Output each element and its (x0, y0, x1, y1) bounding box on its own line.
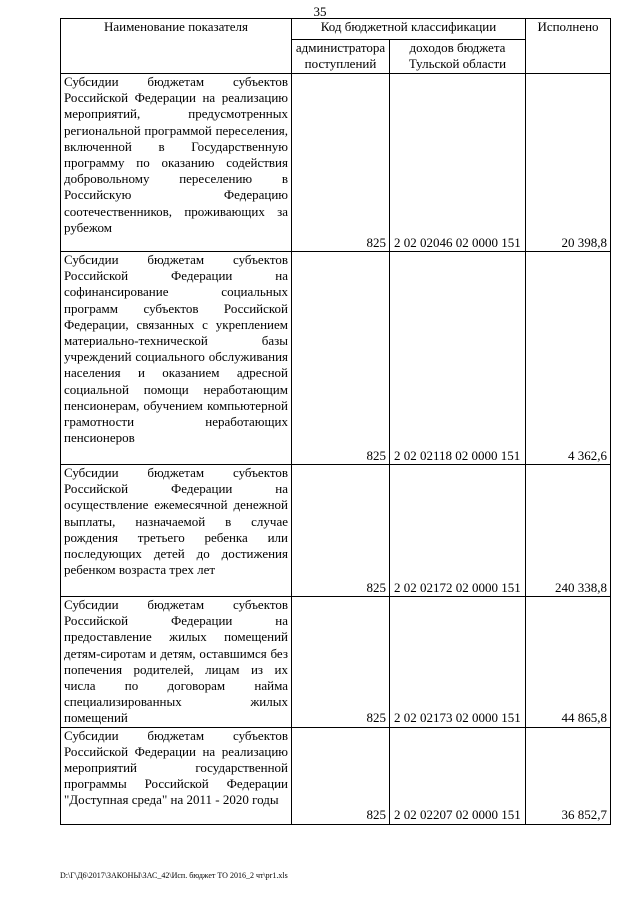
row-name: Субсидии бюджетам субъектов Российской Федерации на осуществление ежемесячной денежной выплаты, назначаемой в случае рождения третьего ребенка или последующих детей до достижения ребенком возраста трех лет (61, 465, 292, 597)
budget-table (60, 18, 611, 825)
file-path: D:\Г\Д6\2017\ЗАКОНЫ\ЗАС_42\Исп. бюджет ТО 2016_2 чт\pr1.xls (60, 871, 288, 880)
row-amount: 20 398,8 (526, 74, 611, 252)
header-admin: администратора поступлений (292, 40, 390, 74)
table-row (61, 252, 611, 465)
row-amount: 44 865,8 (526, 597, 611, 728)
row-amount: 36 852,7 (526, 727, 611, 824)
table-row (61, 74, 611, 252)
table-row (61, 727, 611, 824)
row-admin: 825 (292, 727, 390, 824)
header-executed: Исполнено (526, 19, 611, 74)
row-code: 2 02 02172 02 0000 151 (390, 465, 526, 597)
table-row (61, 465, 611, 597)
row-code: 2 02 02118 02 0000 151 (390, 252, 526, 465)
table-row (61, 597, 611, 728)
row-amount: 240 338,8 (526, 465, 611, 597)
row-admin: 825 (292, 252, 390, 465)
row-name: Субсидии бюджетам субъектов Российской Федерации на реализацию мероприятий государственной программы Российской Федерации "Доступная среда" на 2011 - 2020 годы (61, 727, 292, 824)
page-number: 35 (313, 4, 327, 19)
row-admin: 825 (292, 74, 390, 252)
row-code: 2 02 02046 02 0000 151 (390, 74, 526, 252)
row-amount: 4 362,6 (526, 252, 611, 465)
row-code: 2 02 02207 02 0000 151 (390, 727, 526, 824)
header-name: Наименование показателя (61, 19, 292, 74)
row-name: Субсидии бюджетам субъектов Российской Федерации на предоставление жилых помещений детям-сиротам и детям, оставшимся без попечения родителей, лицам из их числа по договорам найма специализированных жилых помещений (61, 597, 292, 728)
header-code-group: Код бюджетной классификации (292, 19, 526, 40)
row-admin: 825 (292, 465, 390, 597)
row-code: 2 02 02173 02 0000 151 (390, 597, 526, 728)
header-revenue: доходов бюджета Тульской области (390, 40, 526, 74)
row-name: Субсидии бюджетам субъектов Российской Федерации на софинансирование социальных программ субъектов Российской Федерации, связанных с укреплением материально-технической базы учреждений социального обслуживания населения и оказанием адресной социальной помощи неработающим пенсионерам, обучением компьютерной грамотности неработающих пенсионеров (61, 252, 292, 465)
row-name: Субсидии бюджетам субъектов Российской Федерации на реализацию мероприятий, предусмотренных региональной программой переселения, включенной в Государственную программу по оказанию содействия добровольному переселению в Российскую Федерацию соотечественников, проживающих за рубежом (61, 74, 292, 252)
row-admin: 825 (292, 597, 390, 728)
